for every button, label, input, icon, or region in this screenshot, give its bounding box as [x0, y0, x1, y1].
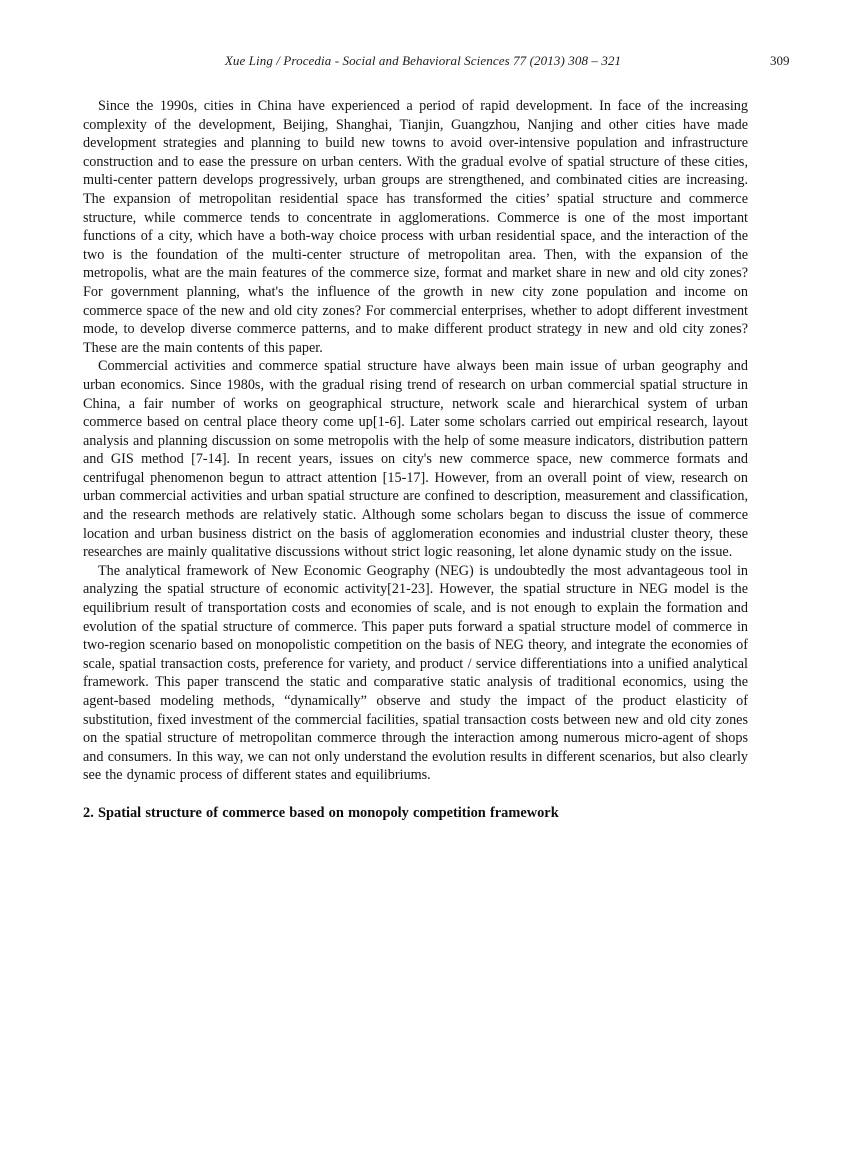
page-number: 309	[770, 53, 790, 68]
section-heading: 2. Spatial structure of commerce based on monopoly competition framework	[83, 804, 559, 821]
running-header: Xue Ling / Procedia - Social and Behavioral Sciences 77 (2013) 308 – 321	[224, 53, 622, 68]
paragraph-literature-review: Commercial activities and commerce spatial structure have always been main issue of urban geography and urban economics. Since 1980s, with the gradual rising trend of research on urban commercial spatial structure in China, a fair number of works on geographical structure, network scale and hierarchical system of urban commerce based on central place theory come up[1-6]. Later some scholars carried out empirical research, layout analysis and planning discussion on some metropolis with the help of some measure indicators, distribution pattern and GIS method [7-14]. In recent years, issues on city's new commerce space, new commerce formats and centrifugal phenomenon begun to attract attention [15-17]. However, from an overall point of view, research on urban commercial activities and urban spatial structure are confined to description, measurement and classification, and the research methods are relatively static. Although some scholars began to discuss the issue of commerce location and urban business district on the basis of agglomeration economies and industrial cluster theory, these researches are mainly qualitative discussions without strict logic reasoning, let alone dynamic study on the issue.	[83, 358, 748, 561]
article-body	[83, 97, 748, 823]
paragraph-introduction: Since the 1990s, cities in China have experienced a period of rapid development. In face of the increasing complexity of the development, Beijing, Shanghai, Tianjin, Guangzhou, Nanjing and other cities have made development strategies and planning to build new towns to avoid over-intensive population and infrastructure construction and to ease the pressure on urban centers. With the gradual evolve of spatial structure of these cities, multi-center pattern develops progressively, urban groups are strengthened, and combinated cities are increasing. The expansion of metropolitan residential space has transformed the cities’ spatial structure and commerce structure, while commerce tends to concentrate in agglomerations. Commerce is one of the most important functions of a city, which have a both-way choice process with urban residential space, and the interaction of the two is the foundation of the multi-center structure of metropolitan area. Then, with the expansion of the metropolis, what are the main features of the commerce size, format and market share in new and old city zones? For government planning, what's the influence of the growth in new city zone population and income on commerce space of the new and old city zones? For commercial enterprises, whether to adopt different investment mode, to develop diverse commerce patterns, and to make different product strategy in new and old city zones? These are the main contents of this paper.	[83, 98, 748, 356]
paragraph-neg-framework: The analytical framework of New Economic Geography (NEG) is undoubtedly the most advantageous tool in analyzing the spatial structure of economic activity[21-23]. However, the spatial structure in NEG model is the equilibrium result of transportation costs and economies of scale, and is not enough to explain the formation and evolution of the spatial structure of commerce. This paper puts forward a spatial structure model of commerce in two-region scenario based on monopolistic competition on the basis of NEG theory, and integrate the economies of scale, spatial transaction costs, preference for variety, and product / service differentiations into a unified analytical framework. This paper transcend the static and comparative static analysis of traditional economics, using the agent-based modeling methods, “dynamically” observe and study the impact of the product elasticity of substitution, fixed investment of the commercial facilities, spatial transaction costs between new and old city zones on the spatial structure of metropolitan commerce through the interaction among numerous micro-agent of shops and consumers. In this way, we can not only understand the evolution results in different scenarios, but also clearly see the dynamic process of different states and equilibriums.	[83, 562, 748, 784]
